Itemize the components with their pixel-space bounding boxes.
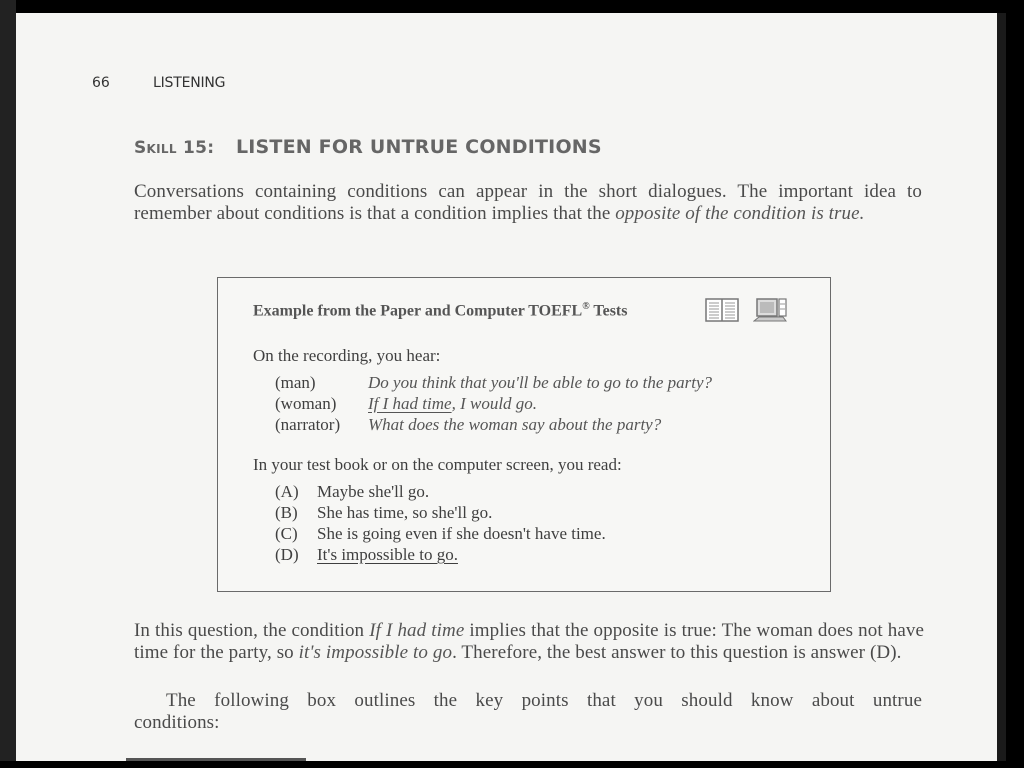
skill-title: LISTEN FOR UNTRUE CONDITIONS: [235, 136, 602, 158]
dialogue-line: [275, 414, 712, 435]
dialogue-line: [275, 372, 712, 393]
speaker: (woman): [275, 394, 337, 413]
example-box-title: [253, 301, 627, 320]
skill-label: Skill 15:: [134, 138, 215, 158]
speaker: (narrator): [275, 415, 341, 434]
scan-left-edge: [0, 0, 16, 768]
answer-choice: [275, 523, 606, 544]
explanation-paragraph: [134, 620, 924, 664]
followup-paragraph: The following box outlines the key points that you should know about untrue conditions:: [134, 690, 922, 733]
line-rest: , I would go.: [451, 394, 538, 413]
computer-icon: [753, 297, 787, 323]
choice-letter: (A): [275, 482, 299, 501]
explanation-text: . Therefore, the best answer to this question is answer (D).: [452, 642, 902, 663]
scan-right-edge: [997, 13, 1006, 761]
intro-paragraph: [134, 181, 922, 225]
condition-underlined: If I had time: [368, 394, 452, 413]
spoken-line: What does the woman say about the party?: [368, 415, 662, 434]
explanation-text: implies that the opposite is true: The woman does not have time for the party, so: [134, 620, 924, 663]
explanation-emphasis: it's impossible to go: [298, 642, 453, 663]
example-box: [217, 277, 831, 592]
spoken-line: Do you think that you'll be able to go to the party?: [368, 373, 713, 392]
intro-text: Conversations containing conditions can appear in the short dialogues. The important idea to remember about conditions is that a condition implies that the: [134, 181, 922, 224]
dialogue: [275, 372, 712, 435]
explanation-emphasis: If I had time: [369, 620, 465, 641]
intro-emphasis: opposite of the condition is true.: [615, 203, 865, 224]
answer-choice: [275, 481, 606, 502]
answer-choice: [275, 502, 606, 523]
section-name: LISTENING: [153, 75, 226, 91]
choice-letter: (C): [275, 524, 298, 543]
page-number: 66: [92, 75, 110, 91]
choice-letter: (B): [275, 503, 298, 522]
book-icon: [705, 297, 739, 323]
answer-choice-correct: [275, 544, 606, 565]
box-title-end: Tests: [589, 302, 628, 320]
skill-heading: [134, 136, 602, 158]
answer-choices: [275, 481, 606, 565]
box-title-text: Example from the Paper and Computer TOEFL: [253, 302, 583, 320]
book-page: [16, 13, 997, 761]
speaker: (man): [275, 373, 316, 392]
choice-text: Maybe she'll go.: [317, 482, 430, 501]
read-label: In your test book or on the computer screen, you read:: [253, 455, 622, 474]
choice-text-correct: It's impossible to go.: [317, 545, 458, 564]
choice-text: She has time, so she'll go.: [317, 503, 493, 522]
test-format-icons: [705, 297, 787, 323]
dialogue-line: [275, 393, 712, 414]
spoken-line: [368, 393, 537, 414]
choice-text: She is going even if she doesn't have time.: [317, 524, 606, 543]
scan-bottom-edge: [0, 761, 1024, 768]
hear-label: On the recording, you hear:: [253, 346, 441, 365]
choice-letter: (D): [275, 545, 299, 564]
registered-mark: ®: [582, 301, 590, 312]
explanation-text: In this question, the condition: [134, 620, 370, 641]
